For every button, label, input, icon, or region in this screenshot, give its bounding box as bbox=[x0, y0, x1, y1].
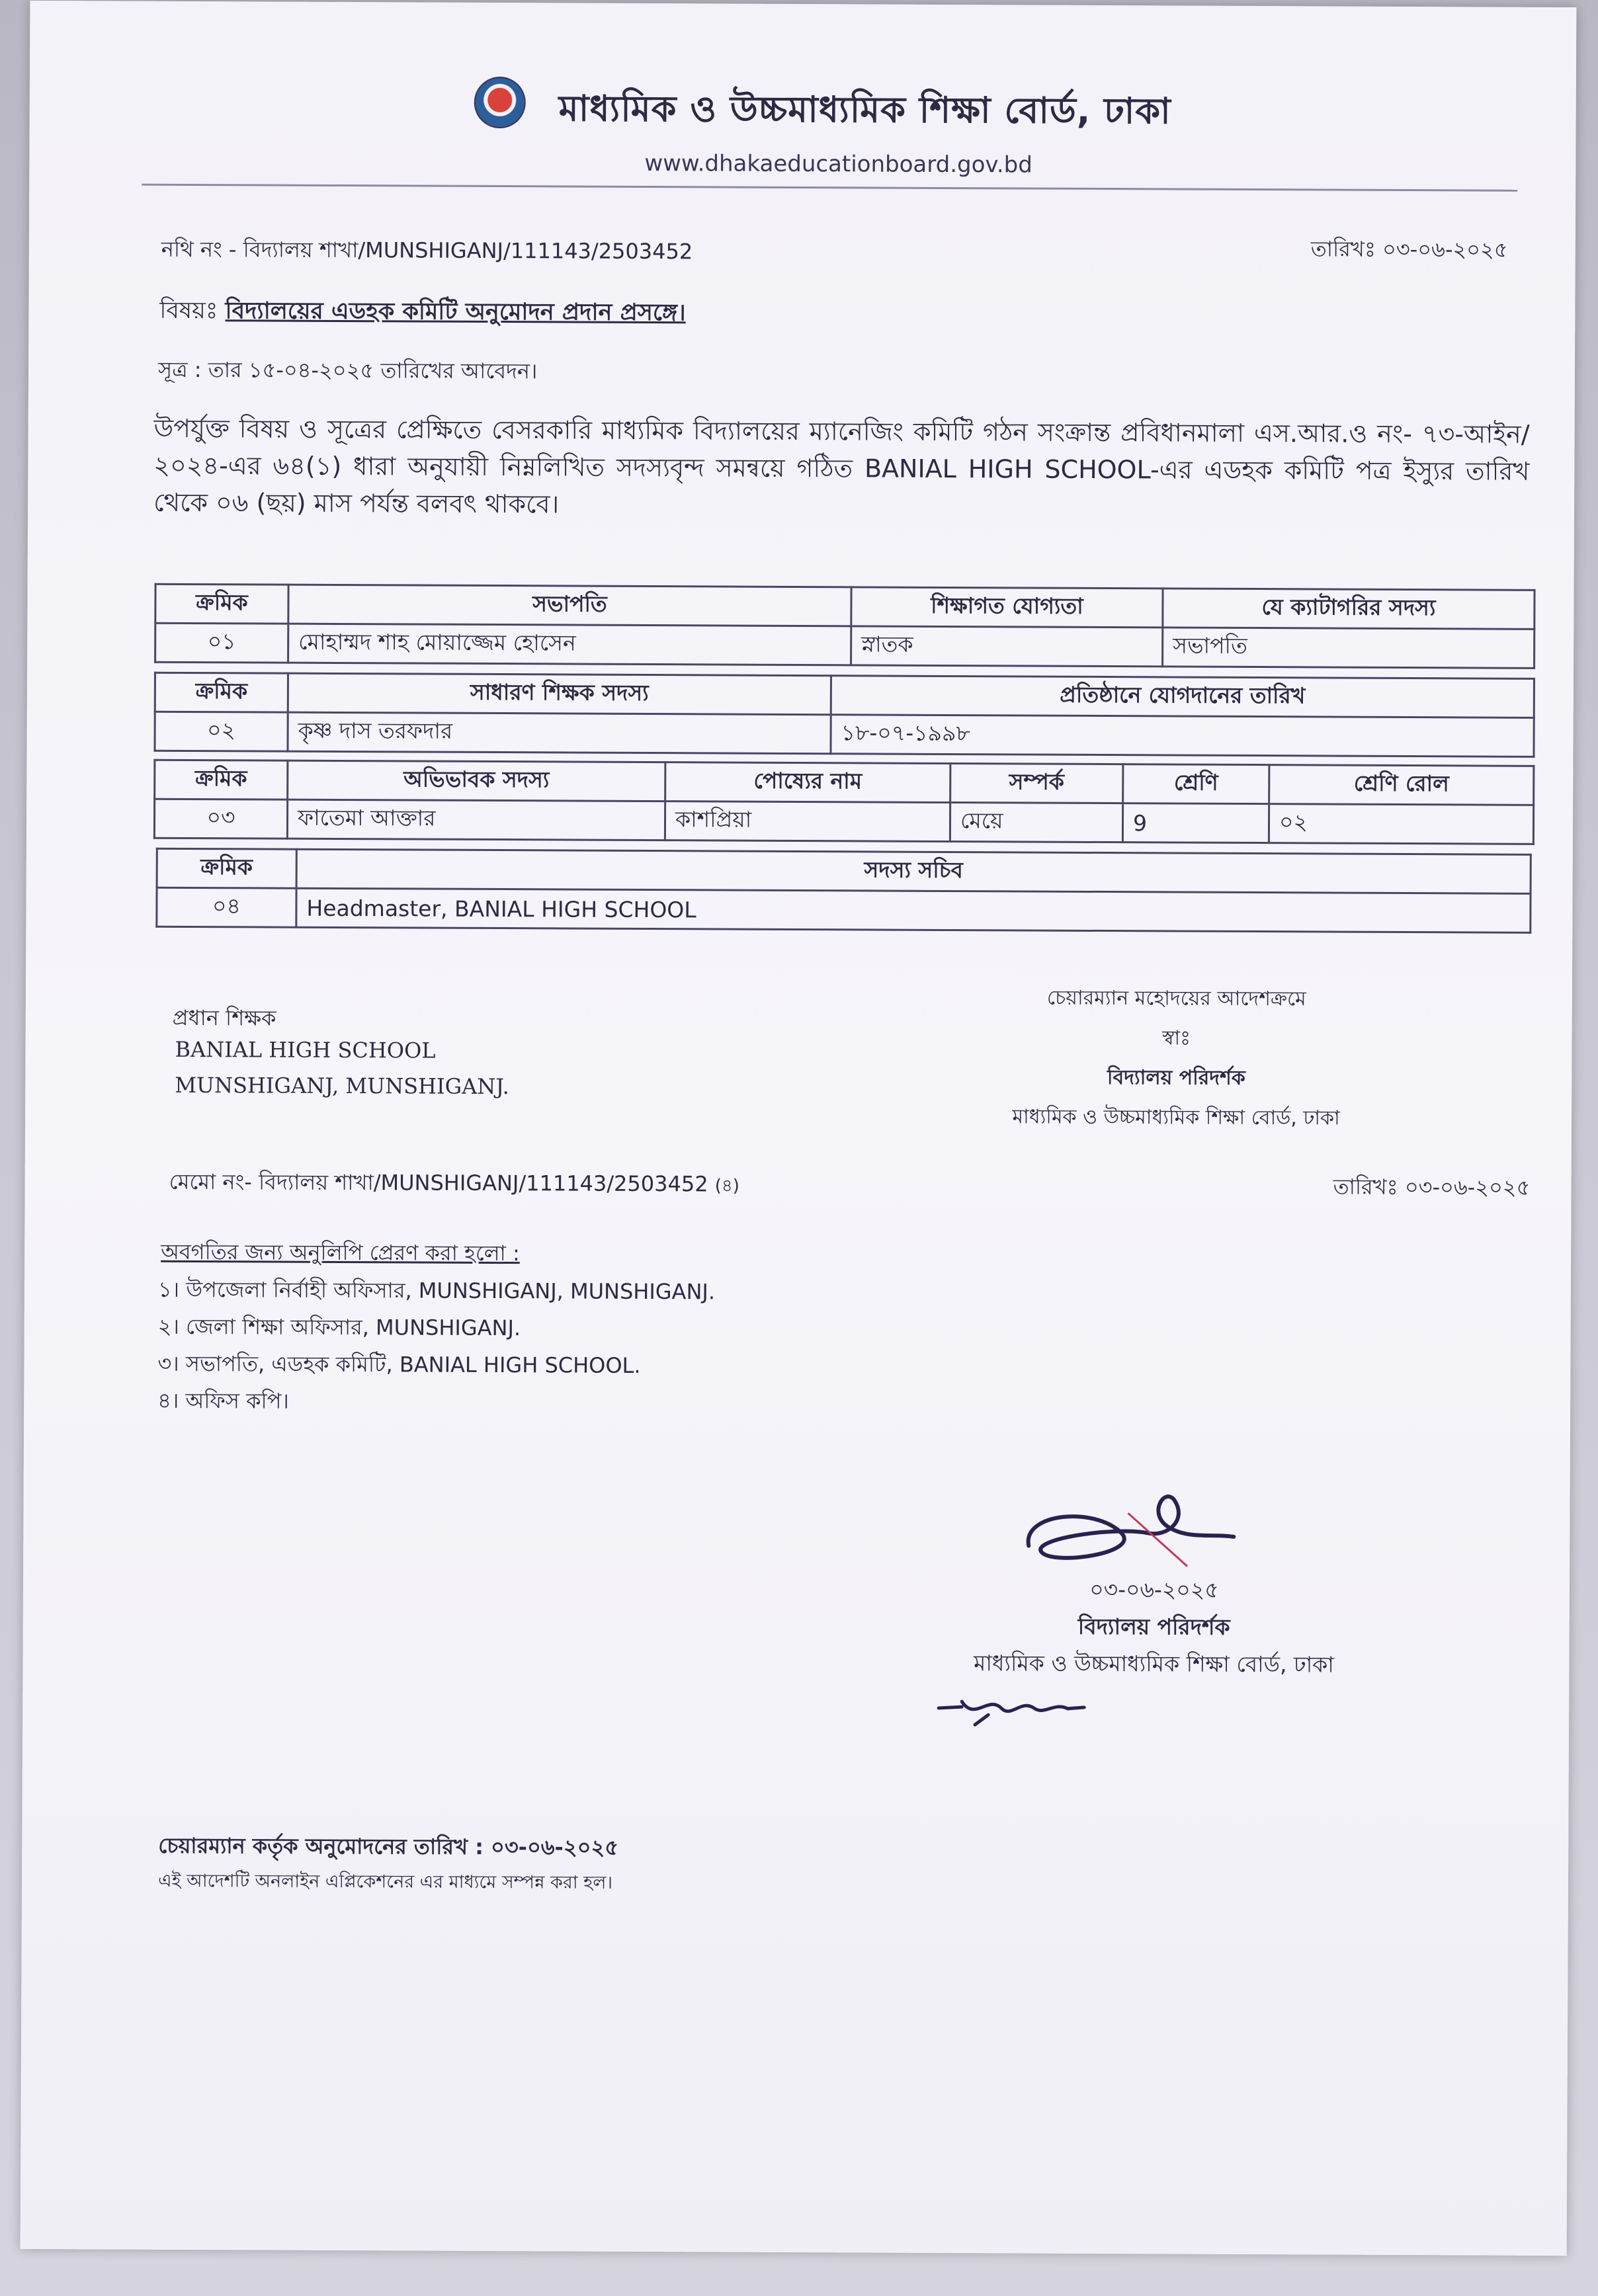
list-item: ৩। সভাপতি, এডহক কমিটি, BANIAL HIGH SCHOOL. bbox=[157, 1350, 641, 1378]
order-block bbox=[964, 978, 1388, 1139]
list-item: ১। উপজেলা নির্বাহী অফিসার, MUNSHIGANJ, MUNSHIGANJ. bbox=[157, 1276, 716, 1305]
recipient-address: MUNSHIGANJ, MUNSHIGANJ. bbox=[175, 1072, 509, 1100]
copies-heading: অবগতির জন্য অনুলিপি প্রেরণ করা হলো : bbox=[161, 1239, 520, 1266]
cell-joining-date: ১৮-০৭-১৯৯৮ bbox=[831, 715, 1534, 757]
memo-suffix: (৪) bbox=[714, 1176, 740, 1196]
copies-list bbox=[157, 1271, 715, 1422]
subject-text: বিদ্যালয়ের এডহক কমিটি অনুমোদন প্রদান প্রসঙ্গে। bbox=[225, 298, 686, 327]
source-reference: সূত্র : তার ১৫-০৪-২০২৫ তারিখের আবেদন। bbox=[157, 356, 538, 384]
col-ward-name: পোষ্যের নাম bbox=[665, 762, 950, 803]
col-class: শ্রেণি bbox=[1123, 764, 1269, 804]
order-line-inspector: বিদ্যালয় পরিদর্শক bbox=[1107, 1066, 1245, 1090]
approval-date: চেয়ারম্যান কর্তৃক অনুমোদনের তারিখ : ০৩-০৬-২০২৫ bbox=[158, 1832, 619, 1860]
col-serial: ক্রমিক bbox=[157, 848, 296, 888]
cell-roll: ০২ bbox=[1269, 804, 1533, 844]
order-line-signed: স্বাঃ bbox=[1162, 1026, 1191, 1050]
signature-block bbox=[922, 1571, 1386, 1684]
col-teacher: সাধারণ শিক্ষক সদস্য bbox=[288, 673, 831, 715]
board-logo bbox=[474, 77, 526, 128]
col-category: যে ক্যাটাগরির সদস্য bbox=[1163, 589, 1535, 629]
initials-scribble bbox=[935, 1688, 1087, 1735]
order-line-chairman: চেয়ারম্যান মহোদয়ের আদেশক্রমে bbox=[1046, 986, 1306, 1011]
list-item: ৪। অফিস কপি। bbox=[157, 1387, 289, 1414]
board-name: মাধ্যমিক ও উচ্চমাধ্যমিক শিক্ষা বোর্ড, ঢাকা bbox=[558, 87, 1171, 132]
table-header-row bbox=[155, 673, 1534, 718]
cell-name: Headmaster, BANIAL HIGH SCHOOL bbox=[296, 888, 1531, 932]
cell-serial: ০৪ bbox=[157, 887, 296, 927]
memo-number: মেমো নং- বিদ্যালয় শাখা/MUNSHIGANJ/111143/2503452 bbox=[169, 1168, 708, 1197]
subject-line bbox=[159, 292, 686, 333]
guardian-table bbox=[153, 759, 1535, 845]
col-serial: ক্রমিক bbox=[155, 584, 288, 624]
cell-serial: ০৩ bbox=[154, 799, 287, 839]
online-note: এই আদেশটি অনলাইন এপ্লিকেশনের এর মাধ্যমে সম্পন্ন করা হল। bbox=[157, 1870, 613, 1893]
issue-date: তারিখঃ ০৩-০৬-২০২৫ bbox=[1310, 236, 1508, 263]
col-joining-date: প্রতিষ্ঠানে যোগদানের তারিখ bbox=[831, 676, 1534, 718]
col-serial: ক্রমিক bbox=[155, 673, 288, 712]
memo-line bbox=[169, 1165, 740, 1204]
cell-relation: মেয়ে bbox=[950, 802, 1122, 842]
secretary-table bbox=[155, 848, 1532, 934]
list-item: ২। জেলা শিক্ষা অফিসার, MUNSHIGANJ. bbox=[157, 1313, 521, 1341]
recipient-school: BANIAL HIGH SCHOOL bbox=[175, 1036, 436, 1063]
president-table bbox=[154, 583, 1536, 669]
cell-category: সভাপতি bbox=[1163, 628, 1535, 668]
col-qualification: শিক্ষাগত যোগ্যতা bbox=[851, 587, 1163, 628]
teacher-table bbox=[153, 672, 1535, 758]
table-row bbox=[157, 887, 1531, 932]
recipient-title: প্রধান শিক্ষক bbox=[172, 1004, 276, 1031]
cell-serial: ০২ bbox=[155, 712, 288, 751]
table-row bbox=[155, 712, 1534, 757]
signature-title: বিদ্যালয় পরিদর্শক bbox=[1077, 1613, 1230, 1640]
table-row bbox=[155, 623, 1535, 668]
board-website: www.dhakaeducationboard.gov.bd bbox=[644, 149, 1032, 179]
file-number: নথি নং - বিদ্যালয় শাখা/MUNSHIGANJ/111143/2503452 bbox=[161, 236, 693, 265]
cell-class: 9 bbox=[1122, 803, 1269, 843]
table-header-row bbox=[155, 584, 1535, 629]
cell-name: কৃষ্ণ দাস তরফদার bbox=[288, 712, 831, 754]
cell-qualification: স্নাতক bbox=[851, 626, 1163, 667]
col-guardian: অভিভাবক সদস্য bbox=[288, 760, 665, 801]
cell-name: ফাতেমা আক্তার bbox=[287, 800, 665, 840]
table-header-row bbox=[155, 760, 1534, 805]
table-row bbox=[154, 799, 1533, 844]
body-paragraph: উপর্যুক্ত বিষয় ও সূত্রের প্রেক্ষিতে বেসরকারি মাধ্যমিক বিদ্যালয়ের ম্যানেজিং কমিটি গঠন সংক্রান্ত প্রবিধানমালা এস.আর.ও নং- ৭৩-আইন/২০২৪-এর ৬৪(১) ধারা অনুযায়ী নিম্নলিখিত সদস্যবৃন্দ সমন্বয়ে গঠিত BANIAL HIGH SCHOOL-এর এডহক কমিটি পত্র ইস্যুর তারিখ থেকে ০৬ (ছয়) মাস পর্যন্ত বলবৎ থাকবে। bbox=[153, 413, 1530, 519]
memo-date: তারিখঃ ০৩-০৬-২০২৫ bbox=[1333, 1174, 1531, 1200]
cell-serial: ০১ bbox=[155, 623, 288, 663]
cell-name: মোহাম্মদ শাহ মোয়াজ্জেম হোসেন bbox=[288, 624, 851, 665]
col-secretary: সদস্য সচিব bbox=[296, 849, 1531, 893]
col-serial: ক্রমিক bbox=[155, 760, 288, 800]
order-line-board: মাধ্যমিক ও উচ্চমাধ্যমিক শিক্ষা বোর্ড, ঢাকা bbox=[1012, 1105, 1340, 1130]
table-header-row bbox=[157, 848, 1531, 893]
subject-label: বিষয়ঃ bbox=[159, 297, 218, 325]
cell-ward-name: কাশপ্রিয়া bbox=[665, 801, 950, 842]
signature-board: মাধ্যমিক ও উচ্চমাধ্যমিক শিক্ষা বোর্ড, ঢাকা bbox=[973, 1650, 1334, 1678]
header-divider bbox=[142, 184, 1517, 192]
col-relation: সম্পর্ক bbox=[950, 763, 1123, 803]
signature-date: ০৩-০৬-২০২৫ bbox=[1089, 1576, 1219, 1603]
col-president: সভাপতি bbox=[288, 585, 851, 626]
document-page bbox=[21, 1, 1577, 2256]
col-roll: শ্রেণি রোল bbox=[1269, 765, 1534, 805]
